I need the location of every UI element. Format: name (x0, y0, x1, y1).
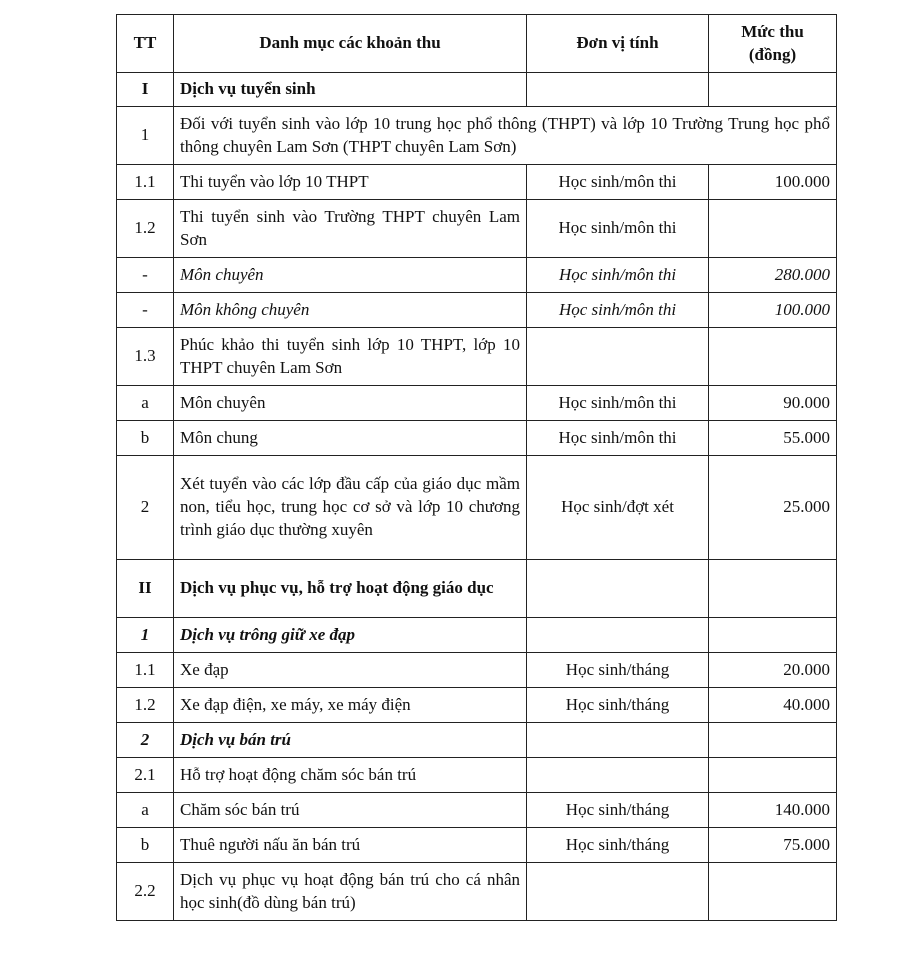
table-row (117, 328, 837, 386)
row-item: Dịch vụ phục vụ hoạt động bán trú cho cá nhân học sinh(đồ dùng bán trú) (174, 863, 527, 921)
table-row (117, 863, 837, 921)
row-amount (709, 723, 837, 758)
header-tt: TT (117, 15, 174, 73)
row-unit: Học sinh/tháng (527, 688, 709, 723)
row-unit (527, 758, 709, 793)
row-amount: 140.000 (709, 793, 837, 828)
row-unit: Học sinh/môn thi (527, 421, 709, 456)
fee-table (116, 14, 837, 921)
table-row (117, 421, 837, 456)
row-unit: Học sinh/tháng (527, 653, 709, 688)
row-item: Môn chuyên (174, 386, 527, 421)
row-item: Xe đạp điện, xe máy, xe máy điện (174, 688, 527, 723)
row-item: Môn chung (174, 421, 527, 456)
table-row (117, 793, 837, 828)
row-amount: 25.000 (709, 456, 837, 560)
row-unit: Học sinh/môn thi (527, 258, 709, 293)
row-unit: Học sinh/tháng (527, 793, 709, 828)
row-item: Môn không chuyên (174, 293, 527, 328)
row-tt: II (117, 560, 174, 618)
row-item: Dịch vụ phục vụ, hỗ trợ hoạt động giáo dục (174, 560, 527, 618)
row-tt: 2.1 (117, 758, 174, 793)
row-tt: 1.3 (117, 328, 174, 386)
table-row (117, 723, 837, 758)
table-row (117, 828, 837, 863)
row-tt: - (117, 293, 174, 328)
row-amount: 280.000 (709, 258, 837, 293)
table-row (117, 293, 837, 328)
row-item: Thuê người nấu ăn bán trú (174, 828, 527, 863)
fee-table-body (117, 73, 837, 921)
row-item: Dịch vụ bán trú (174, 723, 527, 758)
row-amount: 90.000 (709, 386, 837, 421)
row-tt: 1.1 (117, 165, 174, 200)
row-unit: Học sinh/môn thi (527, 165, 709, 200)
row-unit (527, 863, 709, 921)
table-row (117, 107, 837, 165)
table-row (117, 618, 837, 653)
row-tt: I (117, 73, 174, 107)
row-unit (527, 73, 709, 107)
row-unit (527, 328, 709, 386)
header-amount-line1: Mức thu (741, 21, 804, 41)
row-tt: 1.2 (117, 688, 174, 723)
row-amount: 75.000 (709, 828, 837, 863)
table-row (117, 165, 837, 200)
table-row (117, 73, 837, 107)
row-item: Xét tuyển vào các lớp đầu cấp của giáo dục mầm non, tiểu học, trung học cơ sở và lớp 10 chương trình giáo dục thường xuyên (174, 456, 527, 560)
table-row (117, 258, 837, 293)
row-tt: 1 (117, 618, 174, 653)
row-unit (527, 560, 709, 618)
row-tt: a (117, 793, 174, 828)
row-tt: - (117, 258, 174, 293)
row-unit: Học sinh/môn thi (527, 293, 709, 328)
row-tt: a (117, 386, 174, 421)
row-tt: b (117, 828, 174, 863)
row-unit (527, 618, 709, 653)
row-item: Đối với tuyển sinh vào lớp 10 trung học phổ thông (THPT) và lớp 10 Trường Trung học phổ thông chuyên Lam Sơn (THPT chuyên Lam Sơn) (174, 107, 837, 165)
row-item: Môn chuyên (174, 258, 527, 293)
row-tt: 1.1 (117, 653, 174, 688)
row-tt: 2 (117, 723, 174, 758)
row-tt: 2.2 (117, 863, 174, 921)
row-unit: Học sinh/môn thi (527, 200, 709, 258)
header-item: Danh mục các khoản thu (174, 15, 527, 73)
row-item: Chăm sóc bán trú (174, 793, 527, 828)
header-row (117, 15, 837, 73)
table-row (117, 688, 837, 723)
row-tt: b (117, 421, 174, 456)
row-amount (709, 618, 837, 653)
header-unit: Đơn vị tính (527, 15, 709, 73)
row-item: Thi tuyển sinh vào Trường THPT chuyên Lam Sơn (174, 200, 527, 258)
table-row (117, 456, 837, 560)
row-amount: 55.000 (709, 421, 837, 456)
row-amount (709, 863, 837, 921)
row-item: Dịch vụ tuyển sinh (174, 73, 527, 107)
table-row (117, 386, 837, 421)
row-item: Xe đạp (174, 653, 527, 688)
row-unit: Học sinh/tháng (527, 828, 709, 863)
row-item: Dịch vụ trông giữ xe đạp (174, 618, 527, 653)
row-unit (527, 723, 709, 758)
row-tt: 2 (117, 456, 174, 560)
row-item: Thi tuyển vào lớp 10 THPT (174, 165, 527, 200)
row-amount (709, 73, 837, 107)
row-amount (709, 200, 837, 258)
row-unit: Học sinh/môn thi (527, 386, 709, 421)
header-amount-line2: (đồng) (748, 44, 797, 64)
row-item: Hỗ trợ hoạt động chăm sóc bán trú (174, 758, 527, 793)
row-amount: 100.000 (709, 165, 837, 200)
row-amount: 20.000 (709, 653, 837, 688)
table-row (117, 758, 837, 793)
row-amount: 100.000 (709, 293, 837, 328)
row-amount (709, 560, 837, 618)
row-tt: 1 (117, 107, 174, 165)
table-row (117, 560, 837, 618)
row-unit: Học sinh/đợt xét (527, 456, 709, 560)
row-amount (709, 328, 837, 386)
header-amount (709, 15, 837, 73)
table-row (117, 653, 837, 688)
row-tt: 1.2 (117, 200, 174, 258)
table-row (117, 200, 837, 258)
row-amount: 40.000 (709, 688, 837, 723)
row-item: Phúc khảo thi tuyển sinh lớp 10 THPT, lớp 10 THPT chuyên Lam Sơn (174, 328, 527, 386)
row-amount (709, 758, 837, 793)
